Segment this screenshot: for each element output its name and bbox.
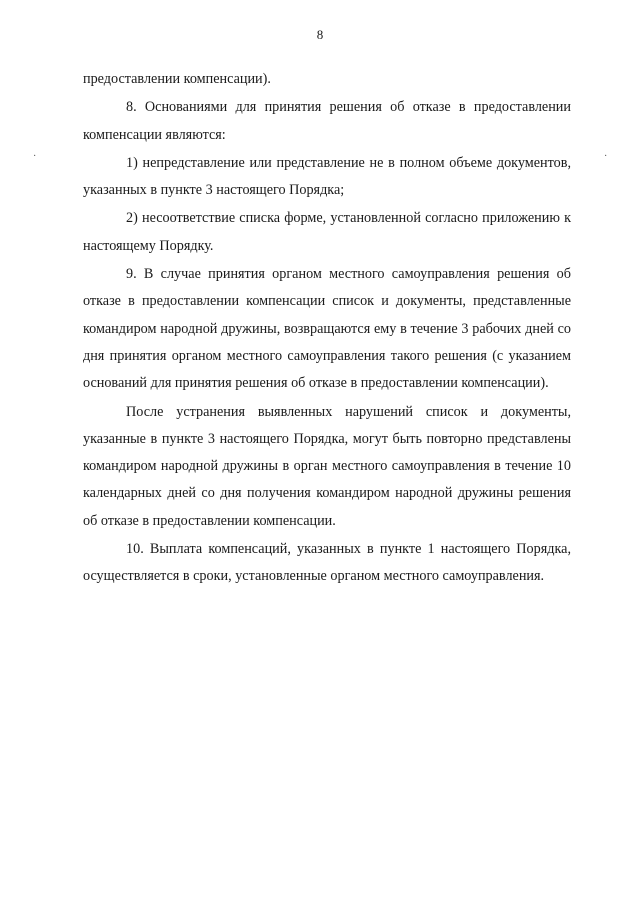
paragraph-clause-10: 10. Выплата компенсаций, указанных в пункте 1 настоящего Порядка, осуществляется в сроки, установленные органом местного самоуправления.	[83, 541, 571, 585]
margin-dot-right: ·	[604, 151, 608, 162]
paragraph-clause-9: 9. В случае принятия органом местного самоуправления решения об отказе в предоставлении компенсации список и документы, представленные командиром народной дружины, возвращаются ему в течение 3 рабочих дней со дня принятия органом местного самоуправления такого решения (с указанием оснований для принятия решения об отказе в предоставлении компенсации).	[83, 266, 571, 392]
paragraph-clause-9-resubmission: После устранения выявленных нарушений список и документы, указанные в пункте 3 настоящего Порядка, могут быть повторно представлены командиром народной дружины в орган местного самоуправления в течение 10 календарных дней со дня получения командиром народной дружины решения об отказе в предоставлении компенсации.	[83, 403, 571, 529]
paragraph-clause-8-item-2: 2) несоответствие списка форме, установленной согласно приложению к настоящему Порядку.	[83, 210, 571, 254]
paragraph-continuation: предоставлении компенсации).	[83, 71, 271, 87]
document-body	[83, 66, 571, 591]
paragraph-clause-8: 8. Основаниями для принятия решения об отказе в предоставлении компенсации являются:	[83, 99, 571, 143]
margin-dot-left: ·	[33, 151, 37, 162]
page-number: 8	[316, 27, 324, 42]
paragraph-clause-8-item-1: 1) непредставление или представление не в полном объеме документов, указанных в пункте 3 настоящего Порядка;	[83, 154, 571, 199]
